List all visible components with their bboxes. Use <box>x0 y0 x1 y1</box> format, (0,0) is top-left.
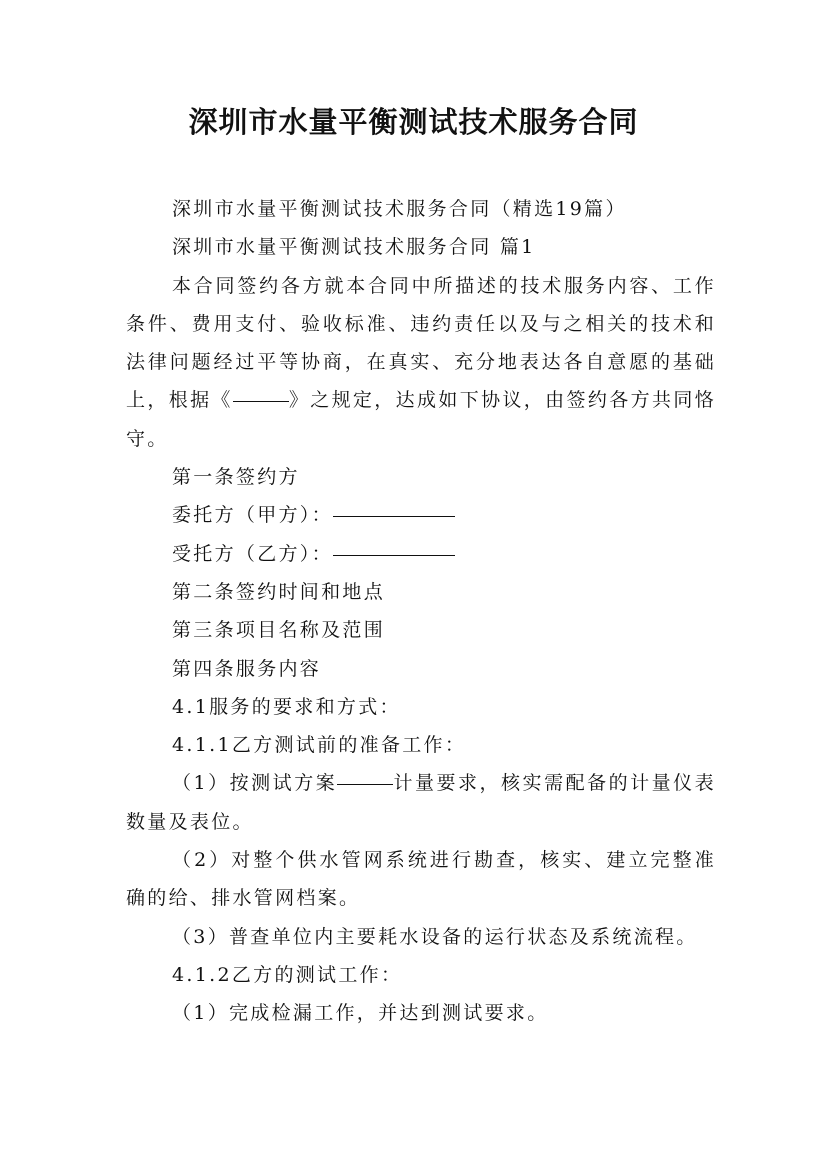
article-3-heading: 第三条项目名称及范围 <box>172 619 386 642</box>
law-name-blank <box>233 400 289 402</box>
intro-paragraph <box>126 267 716 458</box>
document-title: 深圳市水量平衡测试技术服务合同 <box>188 105 639 139</box>
article-4-heading: 第四条服务内容 <box>172 657 322 680</box>
document-body <box>126 190 716 1033</box>
section-4-1-1: 4.1.1乙方测试前的准备工作： <box>172 734 467 757</box>
intro-text-before: 本合同签约各方就本合同中所描述的技术服务内容、工作条件、费用支付、验收标准、违约责任以及与之相关的技术和法律问题经过平等协商，在真实、充分地表达各自意愿的基础上，根据《 <box>126 274 716 412</box>
item-2-paragraph: （2）对整个供水管网系统进行勘查，核实、建立完整准确的给、排水管网档案。 <box>126 849 716 910</box>
section-4-1: 4.1服务的要求和方式： <box>172 695 401 718</box>
item-1-paragraph <box>126 764 716 841</box>
section-4-1-2: 4.1.2乙方的测试工作： <box>172 963 403 986</box>
article-2-heading: 第二条签约时间和地点 <box>172 580 386 603</box>
chapter-heading: 深圳市水量平衡测试技术服务合同 篇1 <box>172 236 536 259</box>
party-a-label: 委托方（甲方）： <box>172 504 333 527</box>
item-1-text-before: （1）按测试方案 <box>172 772 338 795</box>
party-a-blank <box>333 515 455 517</box>
item-1-text-after: 计量要求，核实需配备的计量仪表数量及表位。 <box>126 772 716 833</box>
party-b-blank <box>333 554 455 556</box>
item-3-paragraph: （3）普查单位内主要耗水设备的运行状态及系统流程。 <box>172 925 698 948</box>
party-b-label: 受托方（乙方）： <box>172 542 333 565</box>
subtitle-line: 深圳市水量平衡测试技术服务合同（精选19篇） <box>172 198 627 220</box>
party-b-line <box>126 535 716 573</box>
item-4-paragraph: （1）完成检漏工作，并达到测试要求。 <box>172 1002 549 1025</box>
intro-text-after: 》之规定，达成如下协议，由签约各方共同恪守。 <box>126 389 716 450</box>
party-a-line <box>126 496 716 534</box>
test-plan-blank <box>337 783 393 785</box>
article-1-heading: 第一条签约方 <box>172 466 300 489</box>
